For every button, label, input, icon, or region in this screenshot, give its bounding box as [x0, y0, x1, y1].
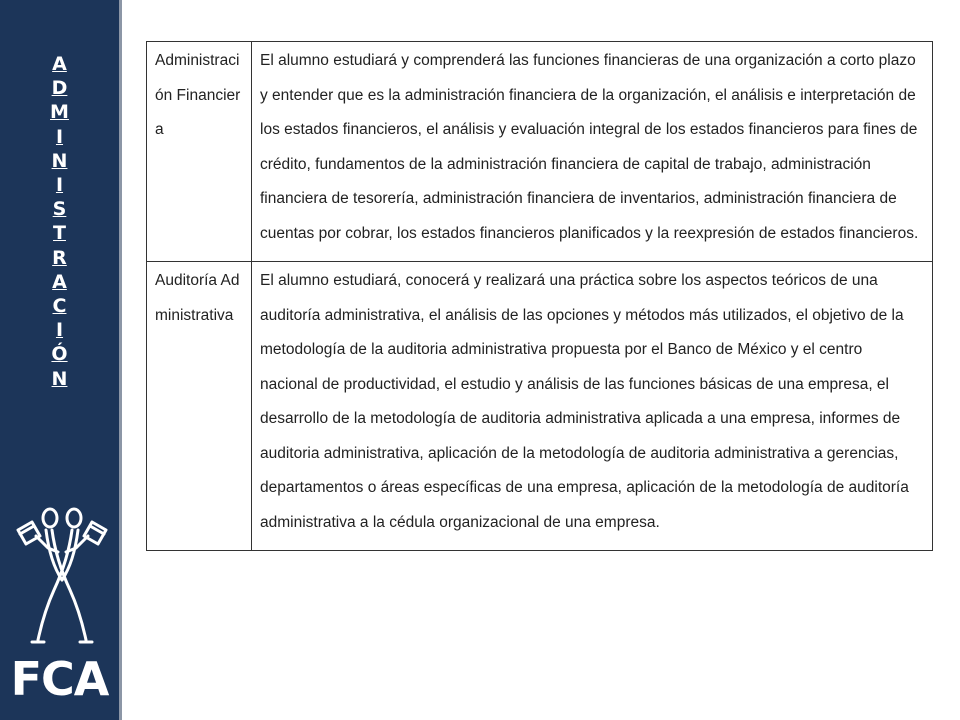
subject-cell: Auditoría Administrativa [147, 262, 252, 551]
title-letter: A [52, 53, 67, 75]
title-letter: D [51, 77, 68, 100]
fca-logo-text: FCA [10, 652, 109, 706]
title-letter: Ó [51, 343, 68, 366]
subjects-table [146, 41, 933, 551]
sidebar [0, 0, 122, 720]
title-letter: M [50, 101, 69, 124]
title-letter: I [55, 319, 64, 342]
vertical-title [0, 52, 119, 391]
title-letter: S [52, 198, 67, 221]
description-cell: El alumno estudiará y comprenderá las funciones financieras de una organización a corto plazo y entender que es la administración financiera de la organización, el análisis e interpretación de los estados financieros, el análisis y evaluación integral de los estados financieros para fines de crédito, fundamentos de la administración financiera de capital de trabajo, administración financiera de tesorería, administración financiera de inventarios, administración financiera de cuentas por cobrar, los estados financieros planificados y la reexpresión de estados financieros. [252, 42, 933, 262]
title-letter: T [53, 222, 66, 245]
title-letter: I [55, 174, 64, 197]
table-row [147, 262, 933, 551]
title-letter: N [51, 367, 68, 390]
title-letter: I [55, 125, 64, 148]
table-row [147, 42, 933, 262]
title-letter: R [52, 246, 67, 269]
two-figures-holding-books-icon [14, 500, 110, 650]
description-cell: El alumno estudiará, conocerá y realizará una práctica sobre los aspectos teóricos de una auditoría administrativa, el análisis de las opciones y métodos más utilizados, el objetivo de la metodología de la auditoria administrativa propuesta por el Banco de México y el centro nacional de productividad, el estudio y análisis de las funciones básicas de una empresa, el desarrollo de la metodología de auditoria administrativa aplicada a una empresa, informes de auditoria administrativa, aplicación de la metodología de auditoria administrativa a gerencias, departamentos o áreas específicas de una empresa, aplicación de la metodología de auditoría administrativa a la cédula organizacional de una empresa. [252, 262, 933, 551]
title-letter: C [52, 295, 67, 318]
title-letter: A [52, 270, 67, 293]
subject-cell: Administración Financiera [147, 42, 252, 262]
title-letter: N [51, 149, 68, 172]
